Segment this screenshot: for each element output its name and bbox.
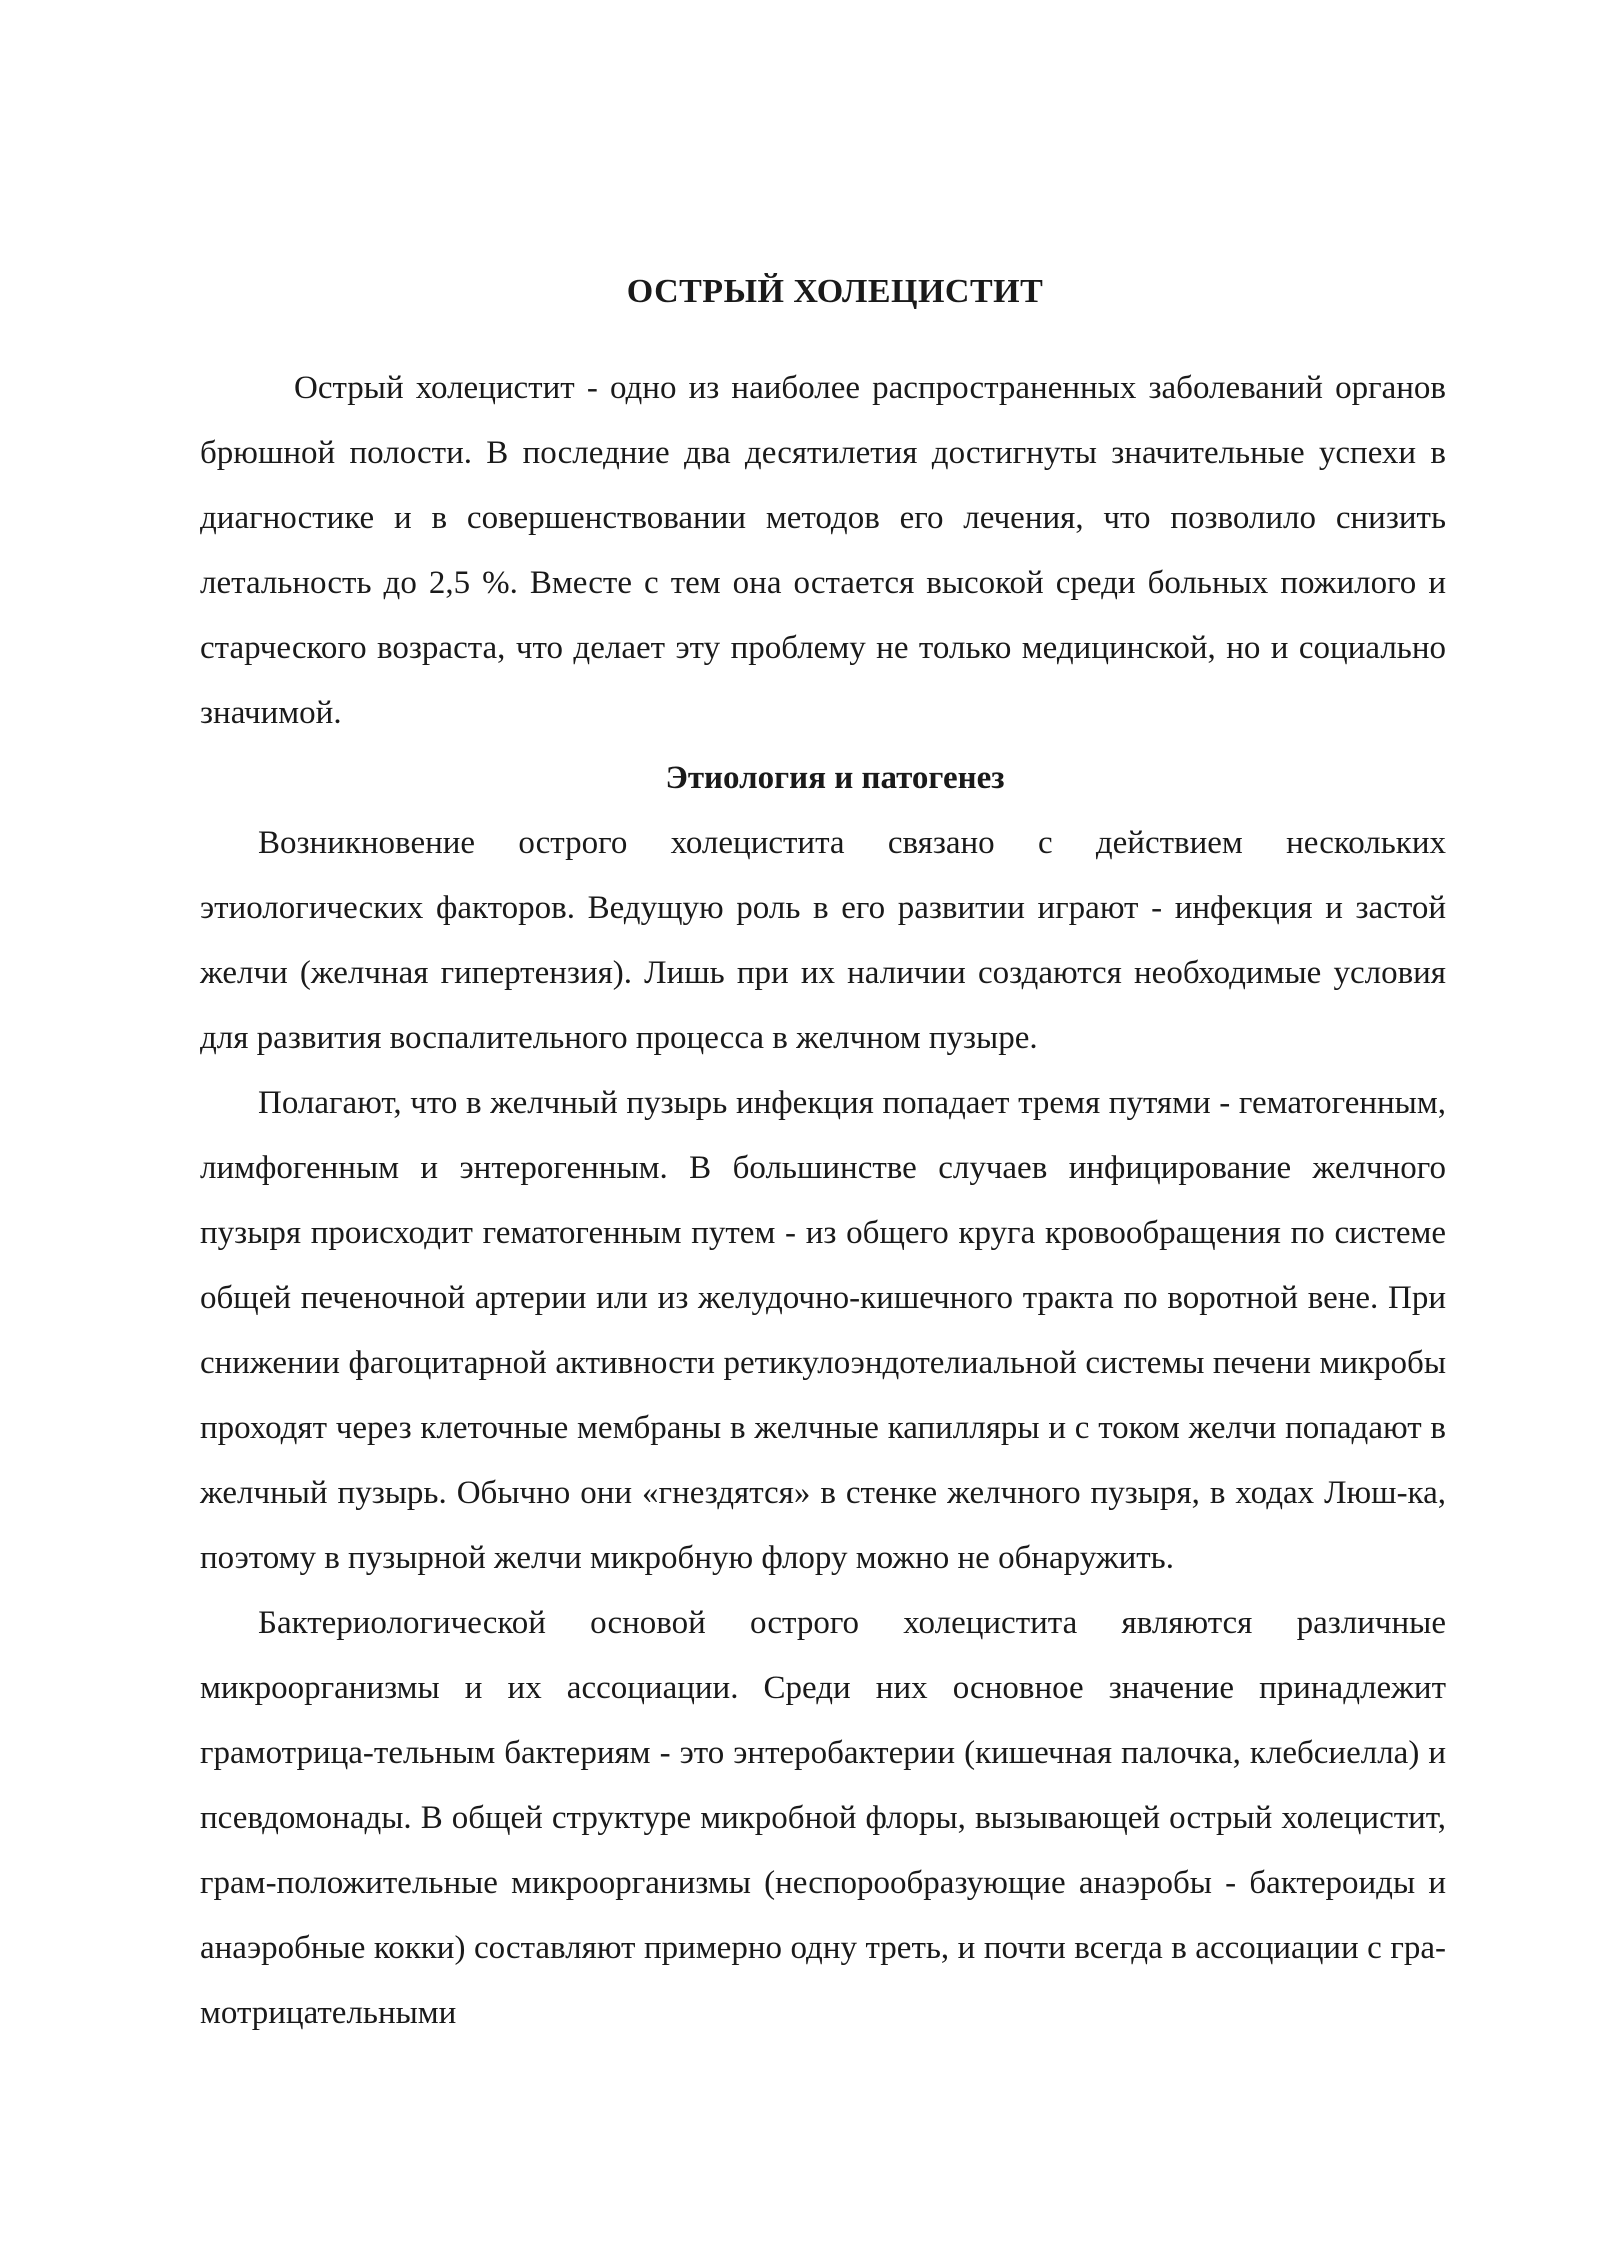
document-title: ОСТРЫЙ ХОЛЕЦИСТИТ	[626, 273, 1044, 310]
body-paragraph: Полагают, что в желчный пузырь инфекция попадает тремя путями - гематогенным, лимфогенным и энтерогенным. В большинстве случаев инфицирование желчного пузыря происходит гематогенным путем - из общего круга кровообращения по системе общей печеночной артерии или из желудочно-кишечного тракта по воротной вене. При снижении фагоцитарной активности ретикулоэндотелиальной системы печени микробы проходят через клеточные мембраны в желчные капилляры и с током желчи попадают в желчный пузырь. Обычно они «гнездятся» в стенке желчного пузыря, в ходах Люш-ка, поэтому в пузырной желчи микробную флору можно не обнаружить.	[200, 1085, 1446, 1576]
section-heading: Этиология и патогенез	[665, 760, 1005, 796]
body-paragraph: Возникновение острого холецистита связано с действием нескольких этиологических факторов. Ведущую роль в его развитии играют - инфекция и застой желчи (желчная гипертензия). Лишь при их наличии создаются необходимые условия для развития воспалительного процесса в желчном пузыре.	[200, 825, 1446, 1056]
document-body	[200, 262, 1446, 2046]
intro-paragraph: Острый холецистит - одно из наиболее распространенных заболеваний органов брюшной полости. В последние два десятилетия достигнуты значительные успехи в диагностике и в совершенствовании методов его лечения, что позволило снизить летальность до 2,5 %. Вместе с тем она остается высокой среди больных пожилого и старческого возраста, что делает эту проблему не только медицинской, но и социально значимой.	[200, 370, 1446, 731]
body-paragraph: Бактериологической основой острого холецистита являются различные микроорганизмы и их ассоциации. Среди них основное значение принадлежит грамотрица-тельным бактериям - это энтеробактерии (кишечная палочка, клебсиелла) и псевдомонады. В общей структуре микробной флоры, вызывающей острый холецистит, грам-положительные микроорганизмы (неспорообразующие анаэробы - бактероиды и анаэробные кокки) составляют примерно одну треть, и почти всегда в ассоциации с гра-мотрицательными	[200, 1605, 1446, 2031]
